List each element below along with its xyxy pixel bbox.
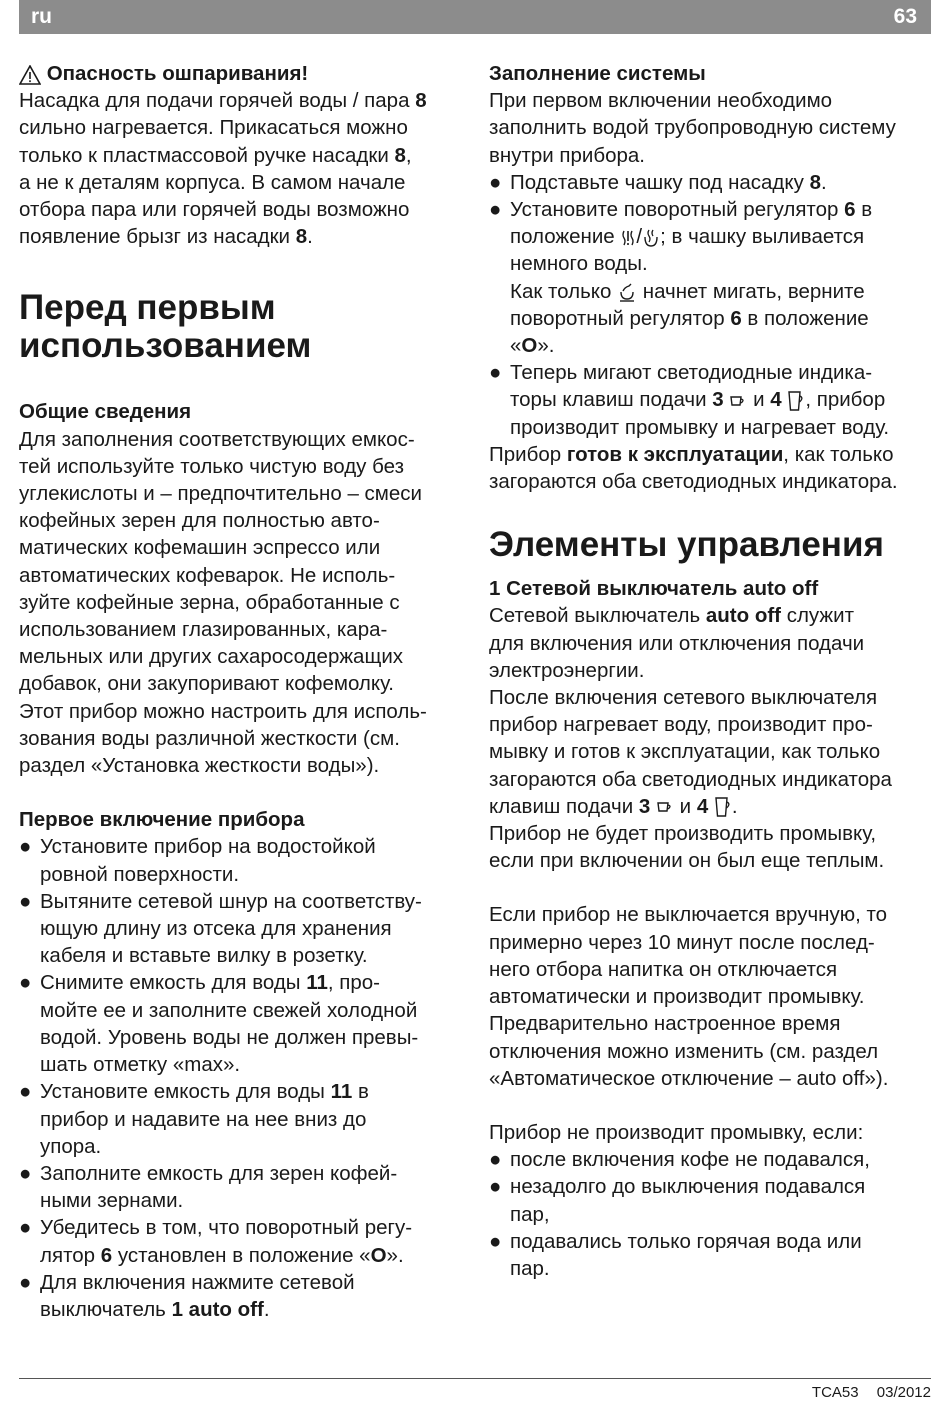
list-item: ● Установите прибор на водостойкой ровной поверхности. [19, 835, 376, 886]
paragraph-line: мывку и готов к эксплуатации, как только [489, 740, 881, 764]
subheading-general: Общие сведения [19, 400, 192, 424]
bullet-icon: ● [19, 1080, 32, 1104]
subheading-fill-system: Заполнение системы [489, 62, 706, 85]
paragraph-line: При первом включении необходимо [489, 89, 833, 113]
list-item: ● после включения кофе не подавался, [489, 1146, 934, 1173]
paragraph-line: мельных или других сахаросодержащих [19, 645, 404, 669]
paragraph-line: раздел «Установка жесткости воды»). [19, 754, 380, 778]
bullet-icon: ● [19, 889, 32, 913]
bullet-icon: ● [19, 1161, 32, 1185]
warning-text: сильно нагревается. Прикасаться можно [19, 116, 408, 140]
bullet-icon: ● [19, 1216, 32, 1240]
right-column [489, 60, 934, 1282]
list-item: ● Установите емкость для воды 11 в прибор и надавите на нее вниз до упора. [19, 1080, 369, 1158]
ready-text: Прибор готов к эксплуатации, как только [489, 442, 894, 466]
paragraph-line: внутри прибора. [489, 143, 645, 167]
bullet-icon: ● [489, 1175, 502, 1199]
hot-water-icon [642, 228, 660, 248]
bullet-icon: ● [489, 1229, 502, 1253]
warning-text: только к пластмассовой ручке насадки 8, [19, 143, 412, 167]
list-item: ● Вытяните сетевой шнур на соответству- ющую длину из отсека для хранения кабеля и вставьте вилку в розетку. [19, 889, 422, 968]
paragraph-line: зования воды различной жесткости (см. [19, 726, 400, 750]
subheading-first-use: Первое включение прибора [19, 808, 305, 832]
bullet-icon: ● [19, 1270, 32, 1294]
paragraph-line: автоматически и производит промывку. [489, 985, 865, 1009]
paragraph-line: зуйте кофейные зерна, обработанные с [19, 590, 400, 614]
paragraph-line: Если прибор не выключается вручную, то [489, 903, 888, 927]
paragraph-line: углекислоты и – предпочтительно – смеси [19, 482, 422, 506]
paragraph-line: использованием глазированных, кара- [19, 618, 388, 642]
section-heading: использованием [19, 326, 312, 366]
paragraph-line: Предварительно настроенное время [489, 1012, 841, 1036]
warning-triangle-icon [19, 65, 41, 85]
paragraph-line: для включения или отключения подачи [489, 631, 865, 655]
list-item: ● Убедитесь в том, что поворотный регу- лятор 6 установлен в положение «O». [19, 1216, 413, 1267]
list-item: ● Снимите емкость для воды 11, про- мойте ее и заполните свежей холодной водой. Уровень воды не должен превы- шать отметку «max». [19, 971, 419, 1077]
list-item: ● Заполните емкость для зерен кофей- ными зернами. [19, 1161, 398, 1213]
page-footer [798, 1384, 931, 1401]
bullet-icon: ● [489, 198, 502, 222]
paragraph-line: заполнить водой трубопроводную систему [489, 116, 896, 140]
bullet-icon: ● [489, 1148, 502, 1172]
ready-text: загораются оба светодиодных индикатора. [489, 470, 898, 494]
edition-date: 03/2012 [876, 1384, 931, 1401]
paragraph-line: Прибор не производит промывку, если: [489, 1120, 864, 1144]
paragraph-line: После включения сетевого выключателя [489, 686, 878, 710]
paragraph-line: отключения можно изменить (см. раздел [489, 1039, 879, 1063]
bullet-icon: ● [489, 170, 502, 194]
bullet-icon: ● [19, 971, 32, 995]
bullet-icon: ● [489, 361, 502, 385]
large-cup-icon [714, 796, 732, 818]
paragraph-line: добавок, они закупоривают кофемолку. [19, 672, 394, 696]
paragraph-line: если при включении он был еще теплым. [489, 849, 885, 873]
paragraph-line: электроэнергии. [489, 658, 645, 682]
paragraph-line: него отбора напитка он отключается [489, 957, 838, 981]
warning-text: а не к деталям корпуса. В самом начале [19, 170, 406, 194]
language-code: ru [31, 5, 52, 28]
paragraph-line: прибор нагревает воду, производит про- [489, 713, 873, 737]
paragraph-line: тей используйте только чистую воду без [19, 454, 404, 478]
section-heading-controls: Элементы управления [489, 525, 884, 565]
paragraph-line: клавиш подачи 3 и 4 . [489, 794, 738, 818]
list-item: ● Подставьте чашку под насадку 8. [489, 169, 934, 196]
list-item: ● Установите поворотный регулятор 6 в положение / ; в чашку выливается немного воды. Как только начнет мигать, верните поворотный регулятор 6 в положение «O». [489, 198, 873, 358]
small-cup-icon [656, 799, 674, 815]
list-item: ● Для включения нажмите сетевой выключатель 1 auto off. [19, 1270, 355, 1321]
paragraph-line: матических кофемашин эспрессо или [19, 536, 381, 560]
paragraph-line: загораются оба светодиодных индикатора [489, 767, 892, 791]
left-column [19, 60, 469, 1323]
small-cup-icon [729, 393, 747, 409]
paragraph-line: Этот прибор можно настроить для исполь- [19, 699, 427, 723]
warning-text: отбора пара или горячей воды возможно [19, 198, 410, 222]
list-item: ● незадолго до выключения подавался пар, [489, 1175, 866, 1226]
paragraph-line: «Автоматическое отключение – auto off»). [489, 1066, 889, 1090]
model-code: TCA53 [811, 1384, 859, 1401]
rinse-icon [617, 282, 637, 302]
warning-text: Насадка для подачи горячей воды / пара 8 [19, 89, 427, 113]
paragraph-line: Прибор не будет производить промывку, [489, 822, 877, 846]
paragraph-line: кофейных зерен для полностью авто- [19, 509, 380, 533]
list-item: ● подавались только горячая вода или пар. [489, 1229, 862, 1280]
warning-heading: Опасность ошпаривания! [19, 60, 469, 87]
subheading-switch: 1 Сетевой выключатель auto off [489, 577, 819, 601]
list-item: ● Теперь мигают светодиодные индика- торы клавиш подачи 3 и 4 , прибор производит промывку и нагревает воду. [489, 361, 890, 439]
large-cup-icon [787, 390, 805, 412]
paragraph-line: Сетевой выключатель auto off служит [489, 604, 854, 628]
paragraph-line: автоматических кофеварок. Не исполь- [19, 563, 396, 587]
page-header-bar [19, 0, 931, 34]
bullet-icon: ● [19, 835, 32, 859]
paragraph-line: Для заполнения соответствующих емкос- [19, 427, 415, 451]
steam-icon [620, 228, 636, 248]
footer-divider [19, 1378, 931, 1379]
warning-text: появление брызг из насадки 8. [19, 225, 313, 249]
paragraph-line: примерно через 10 минут после послед- [489, 930, 875, 954]
page-number: 63 [893, 5, 917, 28]
section-heading: Перед первым [19, 288, 276, 328]
